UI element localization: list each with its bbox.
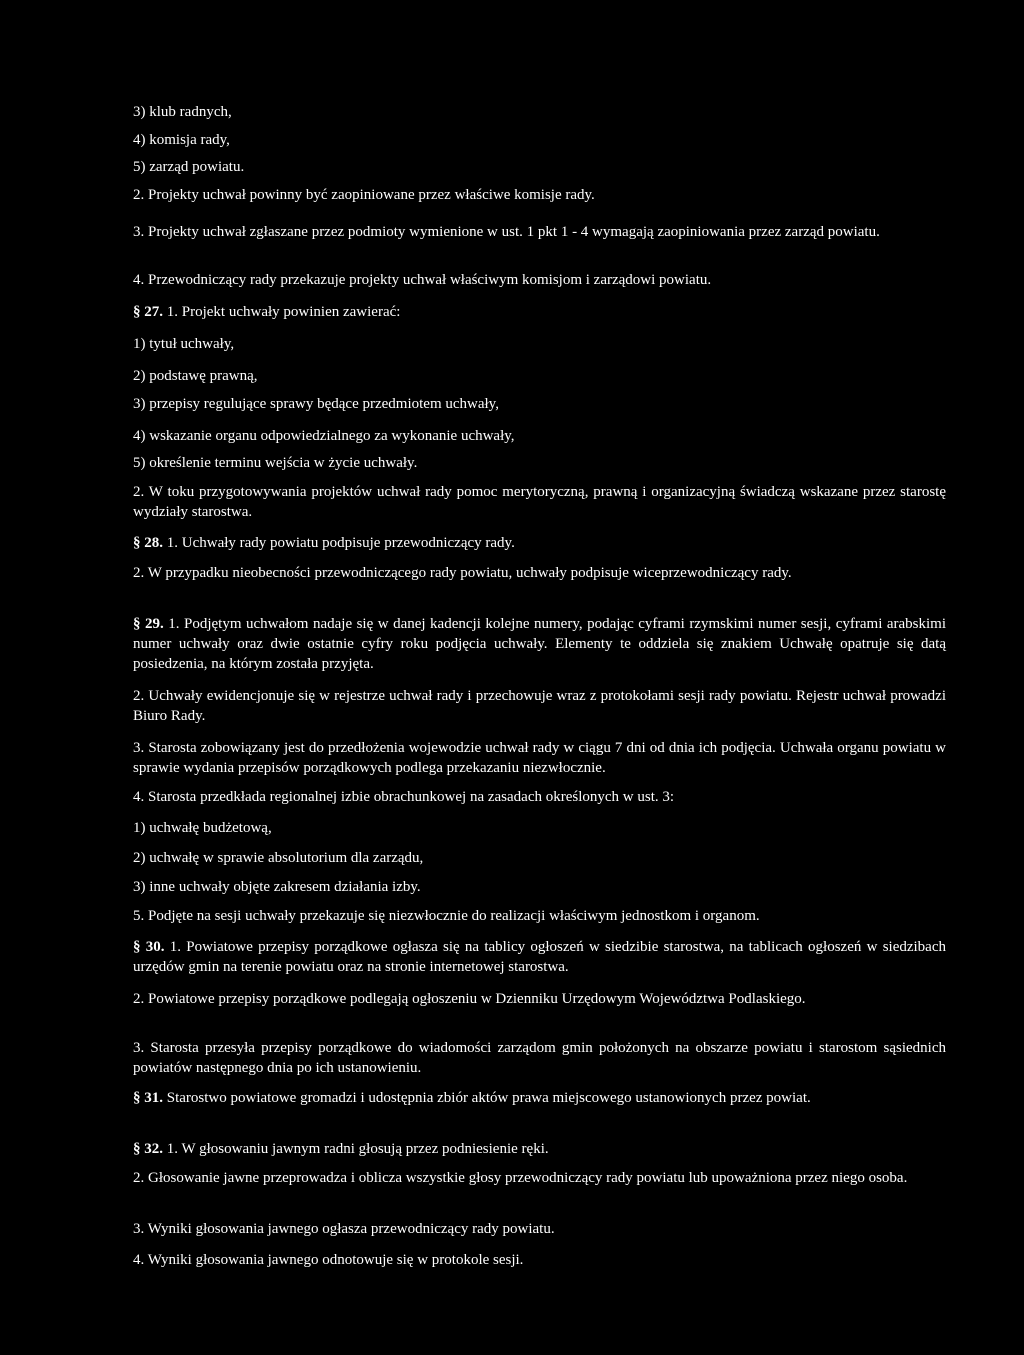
- paragraph: 2. Projekty uchwał powinny być zaopiniowane przez właściwe komisje rady.: [133, 187, 595, 203]
- list-item: 3) klub radnych,: [133, 104, 232, 120]
- list-item: 5) określenie terminu wejścia w życie uchwały.: [133, 455, 418, 471]
- section-number: § 27.: [133, 304, 163, 320]
- paragraph: 3. Starosta zobowiązany jest do przedłożenia wojewodzie uchwał rady w ciągu 7 dni od dnia ich podjęcia. Uchwała organu powiatu w sprawie wydania przepisów porządkowych podlega przekazaniu niezwłocznie.: [133, 740, 946, 776]
- section-paragraph: § 27. 1. Projekt uchwały powinien zawierać:: [133, 304, 401, 320]
- paragraph: 2. Powiatowe przepisy porządkowe podlegają ogłoszeniu w Dzienniku Urzędowym Województwa Podlaskiego.: [133, 991, 806, 1007]
- list-item: 4) wskazanie organu odpowiedzialnego za wykonanie uchwały,: [133, 428, 515, 444]
- section-paragraph: § 29. 1. Podjętym uchwałom nadaje się w danej kadencji kolejne numery, podając cyframi rzymskimi numer sesji, cyframi arabskimi numer uchwały oraz dwie ostatnie cyfry roku podjęcia uchwały. Elementy te oddziela się znakiem Uchwałę opatruje się datą posiedzenia, na którym została przyjęta.: [133, 616, 947, 672]
- section-number: § 32.: [133, 1141, 163, 1157]
- paragraph: 3. Wyniki głosowania jawnego ogłasza przewodniczący rady powiatu.: [133, 1221, 555, 1237]
- section-paragraph: § 30. 1. Powiatowe przepisy porządkowe ogłasza się na tablicy ogłoszeń w siedzibie starostwa, na tablicach ogłoszeń w siedzibach urzędów gmin na terenie powiatu oraz na stronie internetowej starostwa.: [133, 939, 946, 975]
- list-item: 3) inne uchwały objęte zakresem działania izby.: [133, 879, 421, 895]
- section-paragraph: § 32. 1. W głosowaniu jawnym radni głosują przez podniesienie ręki.: [133, 1141, 549, 1157]
- list-item: 1) uchwałę budżetową,: [133, 820, 272, 836]
- list-item: 2) podstawę prawną,: [133, 368, 258, 384]
- section-number: § 29.: [133, 616, 164, 632]
- paragraph: 4. Przewodniczący rady przekazuje projekty uchwał właściwym komisjom i zarządowi powiatu.: [133, 272, 712, 288]
- paragraph: 2. Uchwały ewidencjonuje się w rejestrze uchwał rady i przechowuje wraz z protokołami sesji rady powiatu. Rejestr uchwał prowadzi Biuro Rady.: [133, 688, 946, 724]
- paragraph: 3. Starosta przesyła przepisy porządkowe do wiadomości zarządom gmin położonych na obszarze powiatu i starostom sąsiednich powiatów następnego dnia po ich ustanowieniu.: [133, 1040, 946, 1076]
- list-item: 5) zarząd powiatu.: [133, 159, 245, 175]
- paragraph: 5. Podjęte na sesji uchwały przekazuje się niezwłocznie do realizacji właściwym jednostkom i organom.: [133, 908, 760, 924]
- section-paragraph: § 31. Starostwo powiatowe gromadzi i udostępnia zbiór aktów prawa miejscowego ustanowionych przez powiat.: [133, 1090, 811, 1106]
- paragraph: 2. W przypadku nieobecności przewodniczącego rady powiatu, uchwały podpisuje wiceprzewodniczący rady.: [133, 565, 792, 581]
- paragraph: 2. Głosowanie jawne przeprowadza i oblicza wszystkie głosy przewodniczący rady powiatu lub upoważniona przez niego osoba.: [133, 1170, 908, 1186]
- section-number: § 31.: [133, 1090, 163, 1106]
- paragraph: 3. Projekty uchwał zgłaszane przez podmioty wymienione w ust. 1 pkt 1 - 4 wymagają zaopiniowania przez zarząd powiatu.: [133, 224, 880, 240]
- list-item: 1) tytuł uchwały,: [133, 336, 235, 352]
- paragraph: 2. W toku przygotowywania projektów uchwał rady pomoc merytoryczną, prawną i organizacyjną świadczą wskazane przez starostę wydziały starostwa.: [133, 484, 946, 520]
- paragraph: 4. Starosta przedkłada regionalnej izbie obrachunkowej na zasadach określonych w ust. 3:: [133, 789, 675, 805]
- section-number: § 30.: [133, 939, 165, 955]
- list-item: 3) przepisy regulujące sprawy będące przedmiotem uchwały,: [133, 396, 499, 412]
- list-item: 2) uchwałę w sprawie absolutorium dla zarządu,: [133, 850, 424, 866]
- paragraph: 4. Wyniki głosowania jawnego odnotowuje się w protokole sesji.: [133, 1252, 524, 1268]
- list-item: 4) komisja rady,: [133, 132, 230, 148]
- section-paragraph: § 28. 1. Uchwały rady powiatu podpisuje przewodniczący rady.: [133, 535, 515, 551]
- section-number: § 28.: [133, 535, 163, 551]
